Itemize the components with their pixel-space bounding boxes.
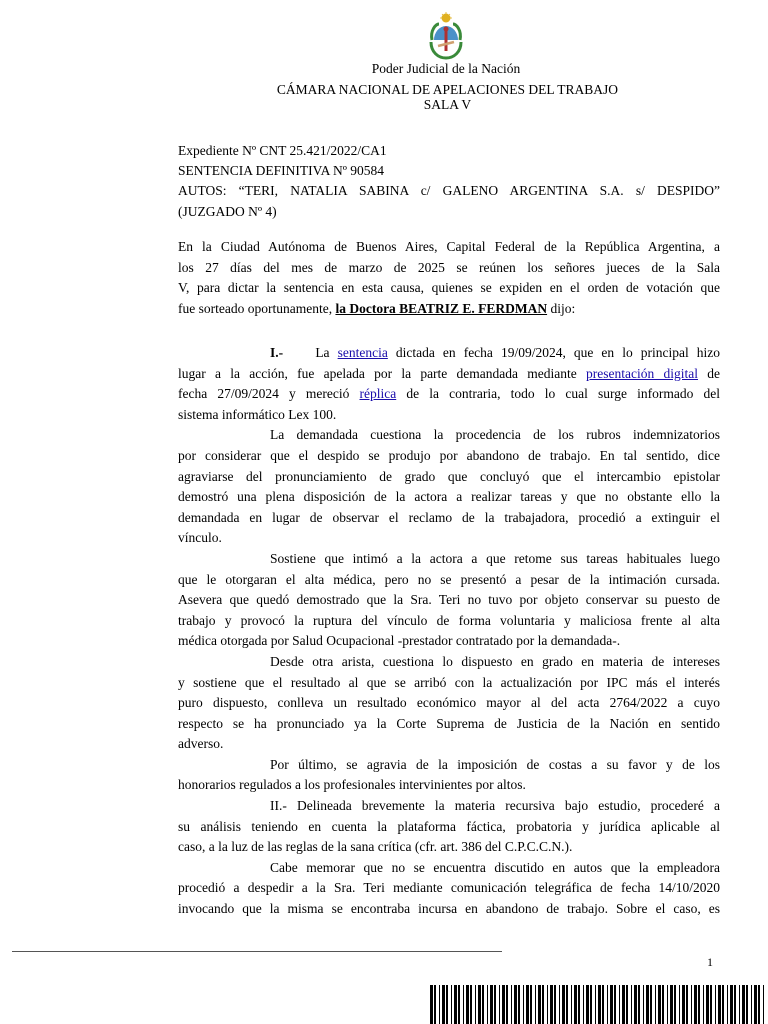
intro-rest: de 2025 se reúnen los señores jueces de la Sala <box>393 259 721 275</box>
barcode-bar <box>430 985 433 1024</box>
p1-text: La <box>315 345 330 360</box>
barcode-bar <box>490 985 493 1024</box>
barcode-bar <box>494 985 496 1024</box>
barcode-bar <box>446 985 448 1024</box>
p7-line: procedió a despedir a la Sra. Teri mediante comunicación telegráfica de fecha 14/10/2020 <box>178 880 720 896</box>
barcode-bar <box>674 985 676 1024</box>
barcode-bar <box>650 985 652 1024</box>
barcode-bar <box>523 985 524 1024</box>
barcode-bar <box>454 985 457 1024</box>
intro-day: 27 <box>205 259 219 275</box>
barcode-bar <box>686 985 688 1024</box>
barcode-bar <box>475 985 476 1024</box>
national-crest-icon <box>426 12 466 60</box>
barcode-bar <box>727 985 728 1024</box>
p1-line <box>178 384 720 405</box>
barcode-bar <box>583 985 584 1024</box>
p2-line: demandada en lugar de observar el reclamo de la trabajadora, procedió a extinguir el <box>178 509 720 525</box>
barcode-bar <box>622 985 625 1024</box>
p3-line: médica otorgada por Salud Ocupacional -prestador contratado por la demandada-. <box>178 633 621 649</box>
barcode-bar <box>487 985 488 1024</box>
barcode-bar <box>662 985 664 1024</box>
p5-line: Por último, se agravia de la imposición de costas a su favor y de los <box>270 756 720 772</box>
barcode-bar <box>746 985 748 1024</box>
barcode-bar <box>547 985 548 1024</box>
p7-line: Cabe memorar que no se encuentra discutido en autos que la empleadora <box>270 859 720 875</box>
barcode-bar <box>691 985 692 1024</box>
p6-line: II.- Delineada brevemente la materia recursiva bajo estudio, procederé a <box>270 798 720 814</box>
intro-line: En la Ciudad Autónoma de Buenos Aires, Capital Federal de la República Argentina, a <box>178 239 720 254</box>
p6-line: su análisis teniendo en cuenta la plataforma fáctica, probatoria y jurídica aplicable al <box>178 818 720 834</box>
sentencia-link[interactable]: sentencia <box>337 345 388 360</box>
barcode-bar <box>643 985 644 1024</box>
barcode-bar <box>722 985 724 1024</box>
p4-line: adverso. <box>178 736 224 752</box>
p1-line <box>178 364 720 385</box>
p3-line: trabajo y provocó la ruptura del vínculo de forma voluntaria y maliciosa frente al alta <box>178 612 720 628</box>
case-file-number: Expediente Nº CNT 25.421/2022/CA1 <box>178 143 387 158</box>
barcode-bar <box>754 985 757 1024</box>
intro-los: los <box>178 259 194 275</box>
barcode-bar <box>646 985 649 1024</box>
barcode-bar <box>562 985 565 1024</box>
barcode-bar <box>710 985 712 1024</box>
p1-line <box>178 343 720 364</box>
chamber-name: CÁMARA NACIONAL DE APELACIONES DEL TRABAJO <box>276 82 619 97</box>
intro-text: dijo: <box>550 300 576 316</box>
barcode-bar <box>730 985 733 1024</box>
barcode-bar <box>670 985 673 1024</box>
barcode-bar <box>658 985 661 1024</box>
body-text <box>178 343 720 920</box>
barcode-bar <box>518 985 520 1024</box>
court-name: Poder Judicial de la Nación <box>371 61 521 76</box>
p1-text: fecha 27/09/2024 y mereció <box>178 386 350 402</box>
barcode-bar <box>470 985 472 1024</box>
barcode-bar <box>698 985 700 1024</box>
sentence-number: SENTENCIA DEFINITIVA Nº 90584 <box>178 163 385 178</box>
barcode-bar <box>682 985 685 1024</box>
judge-name: la Doctora BEATRIZ E. FERDMAN <box>335 300 548 316</box>
barcode-bar <box>538 985 541 1024</box>
court-number: (JUZGADO Nº 4) <box>178 204 277 219</box>
barcode-bar <box>590 985 592 1024</box>
barcode-bar <box>526 985 529 1024</box>
p2-line: agraviarse del pronunciamiento de grado que concluyó que el intercambio epistolar <box>178 468 720 484</box>
barcode-bar <box>535 985 536 1024</box>
barcode-bar <box>631 985 632 1024</box>
intro-paragraph <box>178 237 720 319</box>
p2-line: por considerar que el despido se produjo por abandono de trabajo. En tal sentido, dice <box>178 447 720 463</box>
barcode-bar <box>614 985 616 1024</box>
barcode-bar <box>610 985 613 1024</box>
section-marker: I.- <box>270 345 284 360</box>
p4-line: puro dispuesto, conlleva un resultado económico mayor al del acta 2764/2022 a cuyo <box>178 695 720 711</box>
barcode-bar <box>602 985 604 1024</box>
barcode-bar <box>751 985 752 1024</box>
barcode-bar <box>571 985 572 1024</box>
case-caption: AUTOS: “TERI, NATALIA SABINA c/ GALENO ARGENTINA S.A. s/ DESPIDO” <box>178 183 720 198</box>
p1-text: dictada en fecha 19/09/2024, que en lo principal hizo <box>395 345 721 360</box>
barcode-bar <box>607 985 608 1024</box>
barcode-bar <box>578 985 580 1024</box>
p4-line: respecto se ha pronunciado ya la Corte Suprema de Justicia de la Nación en sentido <box>178 715 720 731</box>
barcode-bar <box>638 985 640 1024</box>
p3-line: que le otorgaran el alta médica, pero no se presentó a pesar de la intimación cursada. <box>178 571 720 587</box>
p5-line: honorarios regulados a los profesionales intervinientes por altos. <box>178 777 526 793</box>
barcode-bar <box>434 985 436 1024</box>
barcode-bar <box>478 985 481 1024</box>
barcode-bar <box>466 985 469 1024</box>
barcode-icon <box>428 985 768 1024</box>
barcode-bar <box>598 985 601 1024</box>
barcode-bar <box>559 985 560 1024</box>
barcode-bar <box>499 985 500 1024</box>
footnote-separator <box>12 951 502 952</box>
barcode-bar <box>595 985 596 1024</box>
barcode-bar <box>482 985 484 1024</box>
page-number: 1 <box>707 955 713 969</box>
p1-text: de <box>707 365 721 381</box>
intro-dias: días del mes de <box>230 259 338 275</box>
p4-line: y sostiene que el resultado al que se arribó con la actualización por IPC más el interés <box>178 674 720 690</box>
intro-line: V, para dictar la sentencia en esta causa, quienes se expiden en el orden de votación que <box>178 280 720 296</box>
barcode-bar <box>763 985 764 1024</box>
chamber-room: SALA V <box>423 97 472 112</box>
presentacion-digital-link[interactable]: presentación digital <box>586 365 699 381</box>
barcode-bar <box>506 985 508 1024</box>
barcode-bar <box>514 985 517 1024</box>
intro-text: fue sorteado oportunamente, <box>178 300 333 316</box>
barcode-bar <box>586 985 589 1024</box>
p2-line: demostró una plena disposición de la actora a realizar tareas y que no obstante ello la <box>178 489 720 505</box>
barcode-bar <box>667 985 668 1024</box>
barcode-bar <box>554 985 556 1024</box>
barcode-bar <box>742 985 745 1024</box>
barcode-bar <box>655 985 656 1024</box>
barcode-bar <box>502 985 505 1024</box>
barcode-bar <box>679 985 680 1024</box>
barcode-bar <box>734 985 736 1024</box>
barcode-bar <box>511 985 512 1024</box>
replica-link[interactable]: réplica <box>359 386 397 402</box>
barcode-bar <box>574 985 577 1024</box>
p1-text: de la contraria, todo lo cual surge informado del <box>406 386 721 402</box>
p4-line: Desde otra arista, cuestiona lo dispuesto en grado en materia de intereses <box>270 653 720 669</box>
p1-line: sistema informático Lex 100. <box>178 406 337 422</box>
barcode-bar <box>530 985 532 1024</box>
p3-line: Asevera que quedó demostrado que la Sra. Teri no tuvo por objeto conservar su puesto de <box>178 592 720 608</box>
p7-line: invocando que la misma se encontraba incursa en abandono de trabajo. Sobre el caso, es <box>178 901 720 917</box>
p3-line: Sostiene que intimó a la actora a que retome sus tareas habituales luego <box>270 550 720 566</box>
p1-text: lugar a la acción, fue apelada por la parte demandada mediante <box>178 365 577 381</box>
barcode-bar <box>703 985 704 1024</box>
intro-date-line <box>178 258 720 279</box>
barcode-bar <box>463 985 464 1024</box>
p2-line: vínculo. <box>178 530 222 546</box>
barcode-bar <box>619 985 620 1024</box>
barcode-bar <box>626 985 628 1024</box>
barcode-bar <box>739 985 740 1024</box>
barcode-bar <box>694 985 697 1024</box>
p6-line: caso, a la luz de las reglas de la sana crítica (cfr. art. 386 del C.P.C.C.N.). <box>178 839 573 855</box>
barcode-bar <box>550 985 553 1024</box>
barcode-bar <box>718 985 721 1024</box>
barcode-bar <box>542 985 544 1024</box>
barcode-bar <box>634 985 637 1024</box>
barcode-bar <box>715 985 716 1024</box>
barcode-bar <box>439 985 440 1024</box>
barcode-bar <box>458 985 460 1024</box>
barcode-bar <box>566 985 568 1024</box>
barcode-bar <box>758 985 760 1024</box>
intro-month: marzo <box>348 259 383 275</box>
barcode-bar <box>451 985 452 1024</box>
intro-judge-line <box>178 299 720 320</box>
p2-line: La demandada cuestiona la procedencia de los rubros indemnizatorios <box>270 427 720 443</box>
barcode-bar <box>706 985 709 1024</box>
barcode-bar <box>442 985 445 1024</box>
